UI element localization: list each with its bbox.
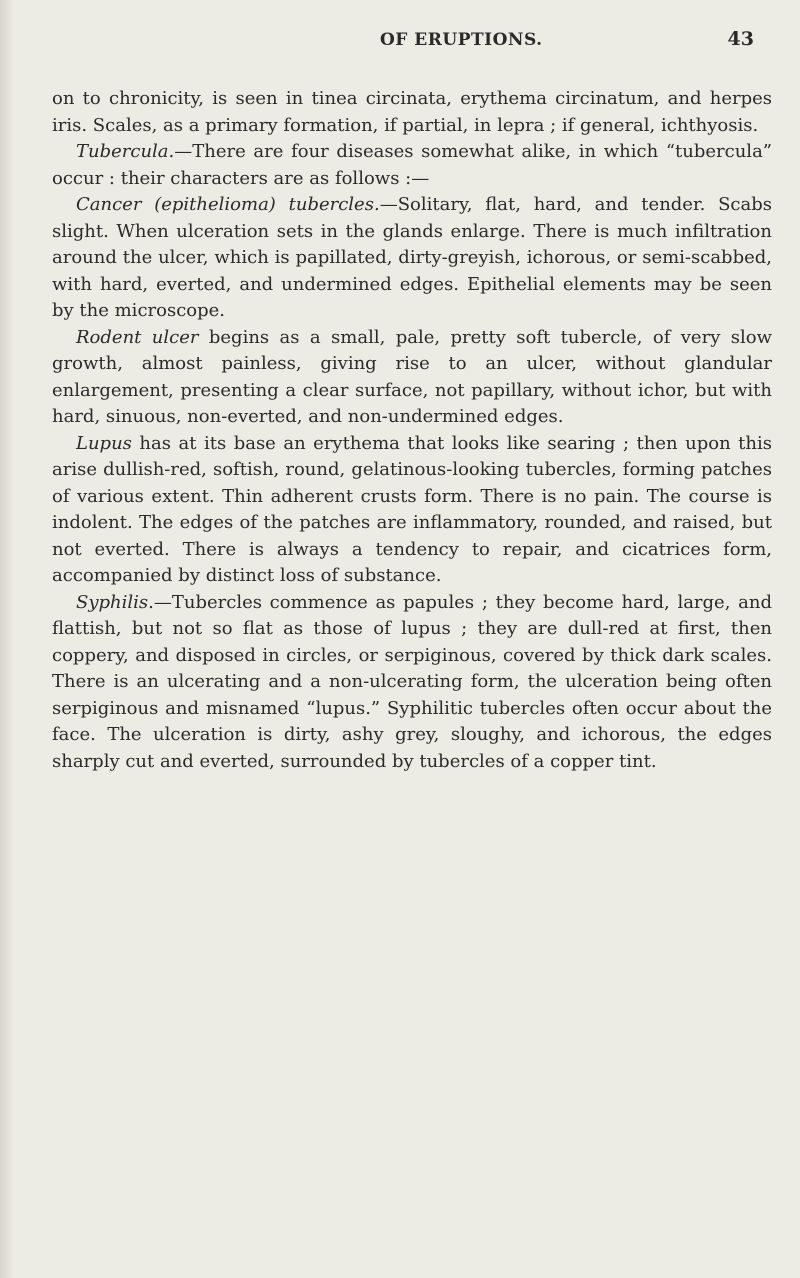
paragraph-text: begins as a small, pale, pretty soft tubercle, of very slow growth, almost painless, giving rise to an ulcer, without glandular enlargement, presenting a clear surface, not papillary, without ichor, but with hard, sinuous, non-everted, and non-undermined edges. (52, 326, 772, 427)
paragraph-lead: Lupus (76, 432, 132, 454)
paragraph-lead: Syphilis. (76, 591, 154, 613)
paragraph-rodent-ulcer (52, 325, 772, 431)
paragraph-1 (52, 86, 772, 139)
paragraph-text: —Tubercles commence as papules ; they become hard, large, and flattish, but not so flat as those of lupus ; they are dull-red at first, then coppery, and disposed in circles, or serpiginous, covered by thick dark scales. There is an ulcerating and a non-ulcerating form, the ulceration being often serpiginous and misnamed “lupus.” Syphilitic tubercles often occur about the face. The ulceration is dirty, ashy grey, sloughy, and ichorous, the edges sharply cut and everted, surrounded by tubercles of a copper tint. (52, 591, 772, 772)
paragraph-lead: Cancer (epithelioma) tubercles. (76, 194, 380, 215)
running-title: OF ERUPTIONS. (380, 30, 543, 50)
paragraph-text: —There are four diseases somewhat alike, in which “tubercula” occur : their characters are as follows :— (52, 141, 772, 189)
paragraph-lupus (52, 431, 772, 590)
paragraph-text: —Solitary, flat, hard, and tender. Scabs slight. When ulceration sets in the glands enlarge. There is much infiltration around the ulcer, which is papillated, dirty-greyish, ichorous, or semi-scabbed, with hard, everted, and undermined edges. Epithelial elements may be seen by the microscope. (52, 194, 772, 321)
paragraph-syphilis (52, 590, 772, 776)
paragraph-lead: Tubercula. (76, 141, 175, 162)
paragraph-tubercula (52, 139, 772, 192)
paragraph-text: on to chronicity, is seen in tinea circinata, erythema circinatum, and herpes iris. Scales, as a primary formation, if partial, in lepra ; if general, ichthyosis. (52, 88, 772, 136)
body-text (52, 86, 772, 775)
page-number: 43 (727, 28, 754, 50)
page-gutter-shadow (0, 0, 14, 1278)
paragraph-cancer (52, 192, 772, 325)
paragraph-lead: Rodent ulcer (76, 326, 199, 348)
paragraph-text: has at its base an erythema that looks like searing ; then upon this arise dullish-red, softish, round, gelatinous-looking tubercles, forming patches of various extent. Thin adherent crusts form. There is no pain. The course is indolent. The edges of the patches are inflammatory, rounded, and raised, but not everted. There is always a tendency to repair, and cicatrices form, accompanied by distinct loss of substance. (52, 432, 772, 586)
